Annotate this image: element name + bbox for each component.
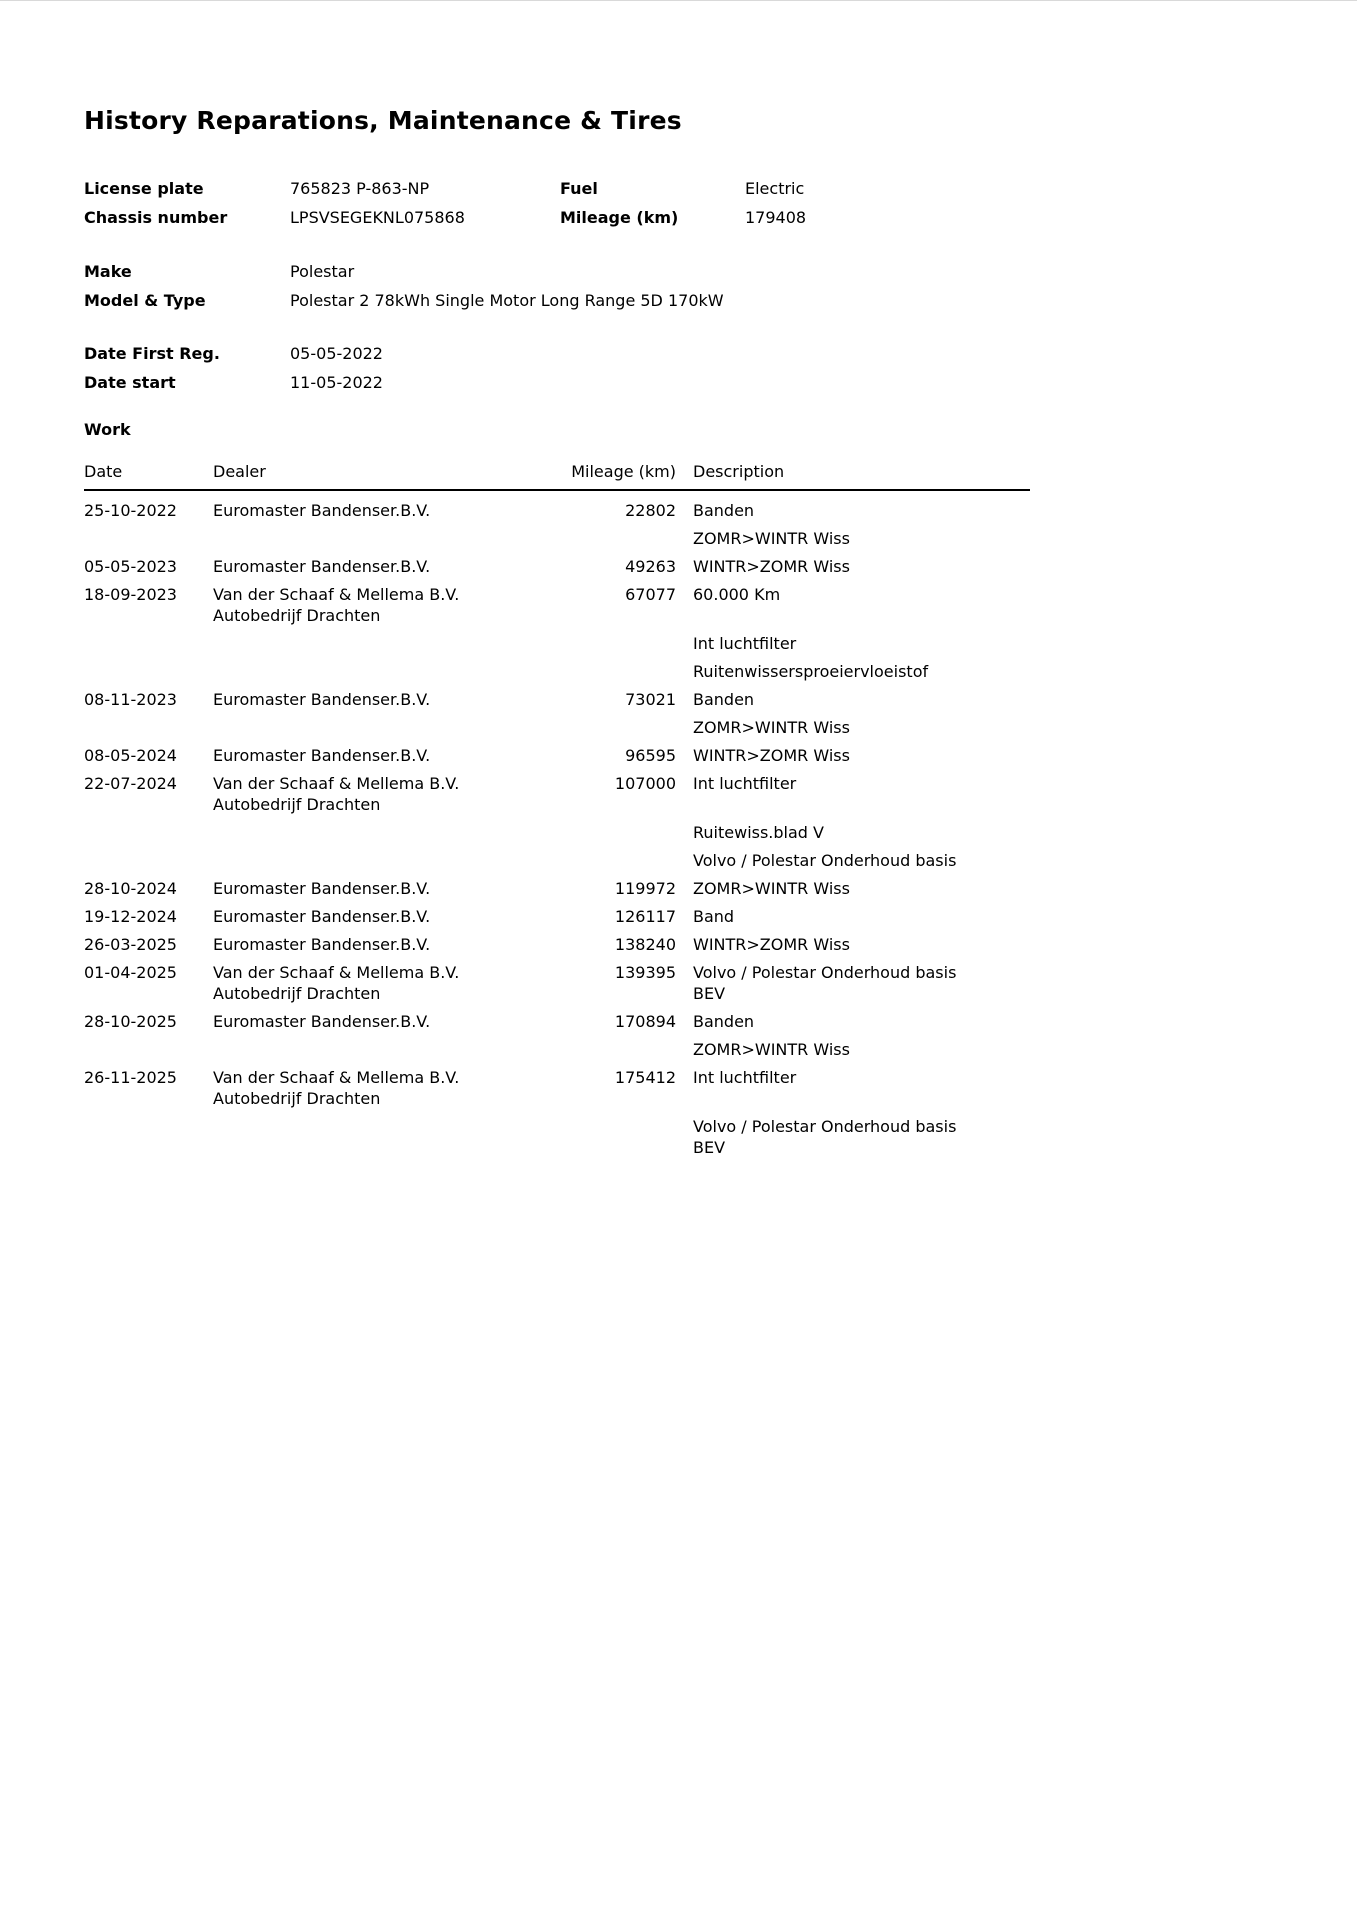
work-date: 08-05-2024 [84, 746, 177, 765]
date-first-reg-value: 05-05-2022 [290, 344, 383, 363]
work-table-body [84, 491, 1030, 1162]
make-label: Make [84, 262, 132, 281]
work-dealer-line: Euromaster Bandenser.B.V. [213, 746, 431, 765]
work-dealer-line: Van der Schaaf & Mellema B.V. [213, 963, 460, 982]
work-mileage: 107000 [614, 774, 676, 793]
work-table-row [84, 819, 1030, 847]
column-header-description: Description [693, 462, 785, 481]
work-table-row [84, 686, 1030, 714]
work-date: 18-09-2023 [84, 585, 177, 604]
date-first-reg-label: Date First Reg. [84, 344, 220, 363]
fuel-value: Electric [745, 179, 805, 198]
work-description: Int luchtfilter [693, 634, 797, 653]
column-header-date: Date [84, 462, 123, 481]
work-dealer [213, 1011, 553, 1032]
mileage-label: Mileage (km) [560, 208, 679, 227]
work-dealer [213, 773, 553, 815]
work-description: Banden [693, 501, 755, 520]
work-description: WINTR>ZOMR Wiss [693, 557, 850, 576]
license-plate-label: License plate [84, 179, 204, 198]
work-table-row [84, 931, 1030, 959]
work-table-row [84, 630, 1030, 658]
work-dealer-line: Euromaster Bandenser.B.V. [213, 935, 431, 954]
work-dealer-line: Euromaster Bandenser.B.V. [213, 907, 431, 926]
work-date: 25-10-2022 [84, 501, 177, 520]
page-title: History Reparations, Maintenance & Tires [84, 106, 682, 135]
work-description: Ruitenwissersproeiervloeistof [693, 662, 929, 681]
date-start-value: 11-05-2022 [290, 373, 383, 392]
dates-section [84, 339, 1273, 397]
chassis-number-value: LPSVSEGEKNL075868 [290, 208, 465, 227]
work-date: 28-10-2024 [84, 879, 177, 898]
work-date: 19-12-2024 [84, 907, 177, 926]
make-model-section [84, 257, 1273, 315]
work-dealer [213, 934, 553, 955]
work-mileage: 22802 [625, 501, 676, 520]
work-dealer-line: Euromaster Bandenser.B.V. [213, 501, 431, 520]
work-dealer-line: Autobedrijf Drachten [213, 984, 381, 1003]
work-date: 05-05-2023 [84, 557, 177, 576]
work-dealer-line: Autobedrijf Drachten [213, 606, 381, 625]
work-table-row [84, 1113, 1030, 1162]
work-dealer [213, 878, 553, 899]
work-dealer-line: Euromaster Bandenser.B.V. [213, 557, 431, 576]
column-header-dealer: Dealer [213, 462, 266, 481]
work-section-title: Work [84, 420, 131, 439]
work-description: Ruitewiss.blad V [693, 823, 824, 842]
work-description: Band [693, 907, 735, 926]
work-dealer [213, 962, 553, 1004]
date-start-label: Date start [84, 373, 176, 392]
work-table-row [84, 1008, 1030, 1036]
work-dealer-line: Autobedrijf Drachten [213, 795, 381, 814]
work-dealer-line: Van der Schaaf & Mellema B.V. [213, 1068, 460, 1087]
work-dealer-line: Autobedrijf Drachten [213, 1089, 381, 1108]
model-type-label: Model & Type [84, 291, 206, 310]
work-mileage: 67077 [625, 585, 676, 604]
work-description: Int luchtfilter [693, 1068, 797, 1087]
work-dealer [213, 1067, 553, 1109]
work-dealer-line: Van der Schaaf & Mellema B.V. [213, 774, 460, 793]
work-description: Volvo / Polestar Onderhoud basis BEV [693, 1117, 957, 1157]
work-description: WINTR>ZOMR Wiss [693, 746, 850, 765]
work-dealer-line: Euromaster Bandenser.B.V. [213, 1012, 431, 1031]
column-header-mileage: Mileage (km) [571, 462, 676, 481]
mileage-value: 179408 [745, 208, 807, 227]
work-description: ZOMR>WINTR Wiss [693, 1040, 850, 1059]
work-description: ZOMR>WINTR Wiss [693, 718, 850, 737]
work-table-header [84, 458, 1030, 491]
work-dealer [213, 906, 553, 927]
work-table-row [84, 581, 1030, 630]
work-table-row [84, 1036, 1030, 1064]
work-table-row [84, 491, 1030, 525]
work-description: Volvo / Polestar Onderhoud basis BEV [693, 963, 957, 1003]
work-dealer [213, 689, 553, 710]
work-description: ZOMR>WINTR Wiss [693, 879, 850, 898]
work-table-row [84, 742, 1030, 770]
work-mileage: 170894 [614, 1012, 676, 1031]
work-table-row [84, 875, 1030, 903]
work-description: Banden [693, 690, 755, 709]
work-date: 01-04-2025 [84, 963, 177, 982]
work-description: Banden [693, 1012, 755, 1031]
work-description: WINTR>ZOMR Wiss [693, 935, 850, 954]
make-value: Polestar [290, 262, 355, 281]
work-dealer [213, 500, 553, 521]
work-description: Int luchtfilter [693, 774, 797, 793]
work-table [84, 458, 1030, 1162]
fuel-label: Fuel [560, 179, 598, 198]
work-table-row [84, 770, 1030, 819]
work-date: 28-10-2025 [84, 1012, 177, 1031]
work-mileage: 139395 [614, 963, 676, 982]
work-date: 26-03-2025 [84, 935, 177, 954]
work-description: ZOMR>WINTR Wiss [693, 529, 850, 548]
work-mileage: 175412 [614, 1068, 676, 1087]
work-date: 26-11-2025 [84, 1068, 177, 1087]
work-table-row [84, 1064, 1030, 1113]
work-dealer [213, 584, 553, 626]
work-mileage: 138240 [614, 935, 676, 954]
vehicle-id-section [84, 174, 1273, 232]
work-mileage: 96595 [625, 746, 676, 765]
work-mileage: 126117 [614, 907, 676, 926]
model-type-value: Polestar 2 78kWh Single Motor Long Range 5D 170kW [290, 291, 724, 310]
work-dealer [213, 556, 553, 577]
work-table-row [84, 959, 1030, 1008]
work-table-row [84, 903, 1030, 931]
work-table-row [84, 714, 1030, 742]
work-date: 08-11-2023 [84, 690, 177, 709]
work-dealer-line: Van der Schaaf & Mellema B.V. [213, 585, 460, 604]
work-description: Volvo / Polestar Onderhoud basis [693, 851, 957, 870]
work-dealer [213, 745, 553, 766]
work-mileage: 73021 [625, 690, 676, 709]
work-description: 60.000 Km [693, 585, 781, 604]
work-dealer-line: Euromaster Bandenser.B.V. [213, 879, 431, 898]
work-table-row [84, 847, 1030, 875]
document-content [0, 1, 1357, 1162]
work-table-row [84, 658, 1030, 686]
work-dealer-line: Euromaster Bandenser.B.V. [213, 690, 431, 709]
chassis-number-label: Chassis number [84, 208, 228, 227]
license-plate-value: 765823 P-863-NP [290, 179, 430, 198]
work-mileage: 49263 [625, 557, 676, 576]
work-date: 22-07-2024 [84, 774, 177, 793]
work-table-row [84, 525, 1030, 553]
work-mileage: 119972 [614, 879, 676, 898]
work-table-row [84, 553, 1030, 581]
